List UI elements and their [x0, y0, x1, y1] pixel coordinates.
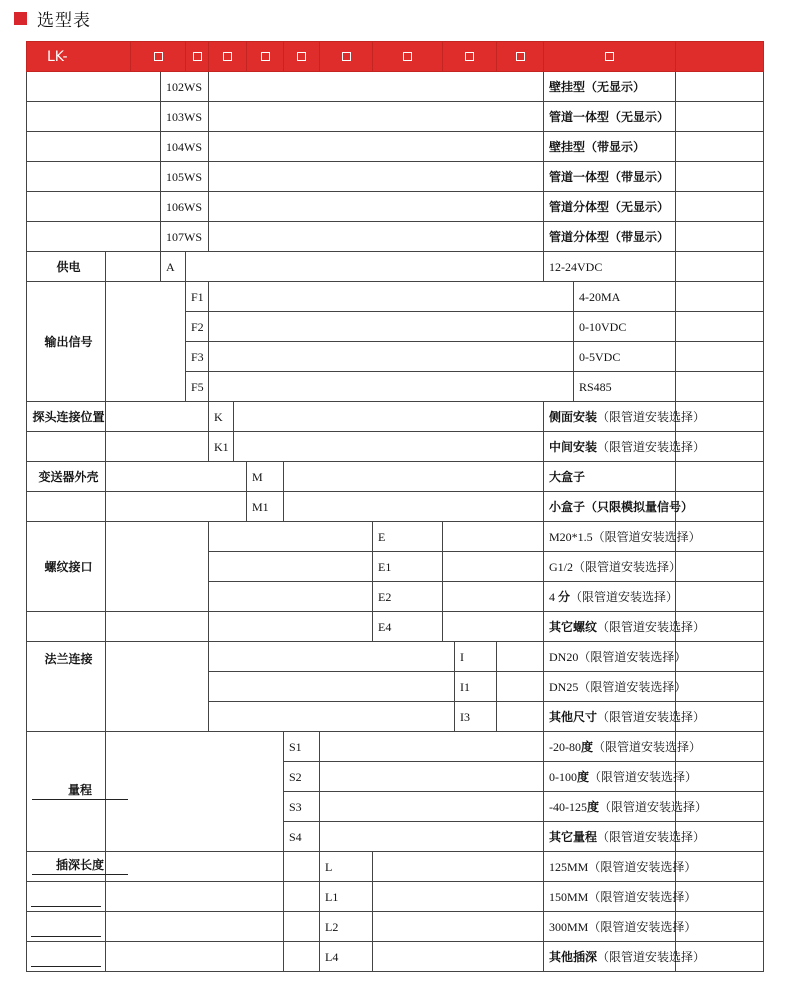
option-code: E: [373, 522, 443, 552]
placeholder-box-icon: [605, 52, 614, 61]
table-row: [27, 222, 764, 252]
table-row: S3 -40-125度（限管道安装选择）: [27, 792, 764, 822]
category-label: 量程: [27, 732, 106, 852]
table-row: [27, 192, 764, 222]
section-title: 选型表: [37, 10, 91, 31]
table-row: E1 G1/2（限管道安装选择）: [27, 552, 764, 582]
table-row: 插深长度 L 125MM（限管道安装选择）: [27, 852, 764, 882]
type-description: 管道一体型（无显示）: [544, 102, 676, 132]
type-code: 105WS: [161, 162, 209, 192]
table-row: 螺纹接口 E M20*1.5（限管道安装选择）: [27, 522, 764, 552]
option-code: F5: [186, 372, 209, 402]
option-value: 12-24VDC: [549, 259, 603, 274]
option-code: K: [209, 402, 234, 432]
option-value: 小盒子（只限模拟量信号）: [544, 492, 676, 522]
type-code: 107WS: [161, 222, 209, 252]
option-code: L1: [320, 882, 373, 912]
category-label: 插深长度: [27, 852, 106, 882]
option-code: M1: [247, 492, 284, 522]
category-label: 输出信号: [27, 282, 106, 402]
placeholder-box-icon: [223, 52, 232, 61]
type-code: 102WS: [161, 72, 209, 102]
option-value: 4-20MA: [579, 289, 621, 304]
red-square-icon: [14, 12, 27, 25]
option-code: E1: [373, 552, 443, 582]
option-code: F3: [186, 342, 209, 372]
type-description: 管道一体型（带显示）: [544, 162, 676, 192]
table-row: [27, 252, 764, 282]
model-code-header-row: [27, 42, 764, 72]
category-label: 螺纹接口: [27, 522, 106, 612]
category-label: 变送器外壳: [27, 462, 106, 492]
table-row: [27, 102, 764, 132]
placeholder-box-icon: [516, 52, 525, 61]
option-code: L: [320, 852, 373, 882]
type-description: 管道分体型（无显示）: [544, 192, 676, 222]
table-row: K1 中间安装（限管道安装选择）: [27, 432, 764, 462]
table-row: L2 300MM（限管道安装选择）: [27, 912, 764, 942]
option-code: F2: [186, 312, 209, 342]
table-row: [27, 492, 764, 522]
table-row: 量程 S1 -20-80度（限管道安装选择）: [27, 732, 764, 762]
table-row: [27, 162, 764, 192]
table-row: 探头连接位置 K 侧面安装（限管道安装选择）: [27, 402, 764, 432]
option-code: L2: [320, 912, 373, 942]
table-row: [27, 72, 764, 102]
category-label: 探头连接位置: [27, 402, 106, 432]
option-code: E2: [373, 582, 443, 612]
placeholder-box-icon: [297, 52, 306, 61]
option-code: F1: [186, 282, 209, 312]
placeholder-box-icon: [193, 52, 202, 61]
option-code: E4: [373, 612, 443, 642]
type-description: 管道分体型（带显示）: [544, 222, 676, 252]
table-row: S4 其它量程（限管道安装选择）: [27, 822, 764, 852]
placeholder-box-icon: [154, 52, 163, 61]
option-value: 0-10VDC: [579, 319, 627, 334]
type-description: 壁挂型（无显示）: [544, 72, 676, 102]
option-code: S3: [284, 792, 320, 822]
table-row: 法兰连接 I DN20（限管道安装选择）: [27, 642, 764, 672]
type-description: 壁挂型（带显示）: [544, 132, 676, 162]
type-code: 104WS: [161, 132, 209, 162]
placeholder-box-icon: [342, 52, 351, 61]
section-header: [14, 6, 91, 30]
placeholder-box-icon: [403, 52, 412, 61]
selection-table: [26, 41, 764, 972]
type-code: 106WS: [161, 192, 209, 222]
option-code: I3: [455, 702, 497, 732]
option-code: A: [161, 252, 186, 282]
placeholder-box-icon: [465, 52, 474, 61]
option-code: K1: [209, 432, 234, 462]
table-row: E4 其它螺纹（限管道安装选择）: [27, 612, 764, 642]
category-label: 供电: [27, 252, 106, 282]
option-code: I1: [455, 672, 497, 702]
table-row: [27, 132, 764, 162]
option-code: M: [247, 462, 284, 492]
option-code: S2: [284, 762, 320, 792]
option-value: RS485: [579, 379, 612, 394]
table-row: I1 DN25（限管道安装选择）: [27, 672, 764, 702]
option-code: I: [455, 642, 497, 672]
option-value: 大盒子: [544, 462, 676, 492]
option-code: L4: [320, 942, 373, 972]
table-row: L4 其他插深（限管道安装选择）: [27, 942, 764, 972]
table-row: I3 其他尺寸（限管道安装选择）: [27, 702, 764, 732]
table-row: S2 0-100度（限管道安装选择）: [27, 762, 764, 792]
table-row: [27, 462, 764, 492]
option-code: S1: [284, 732, 320, 762]
placeholder-box-icon: [261, 52, 270, 61]
category-label: 法兰连接: [27, 642, 106, 732]
model-prefix: LK-: [27, 42, 131, 72]
type-code: 103WS: [161, 102, 209, 132]
table-row: L1 150MM（限管道安装选择）: [27, 882, 764, 912]
table-row: E2 4 分（限管道安装选择）: [27, 582, 764, 612]
option-value: 0-5VDC: [579, 349, 621, 364]
option-code: S4: [284, 822, 320, 852]
table-row: [27, 282, 764, 312]
